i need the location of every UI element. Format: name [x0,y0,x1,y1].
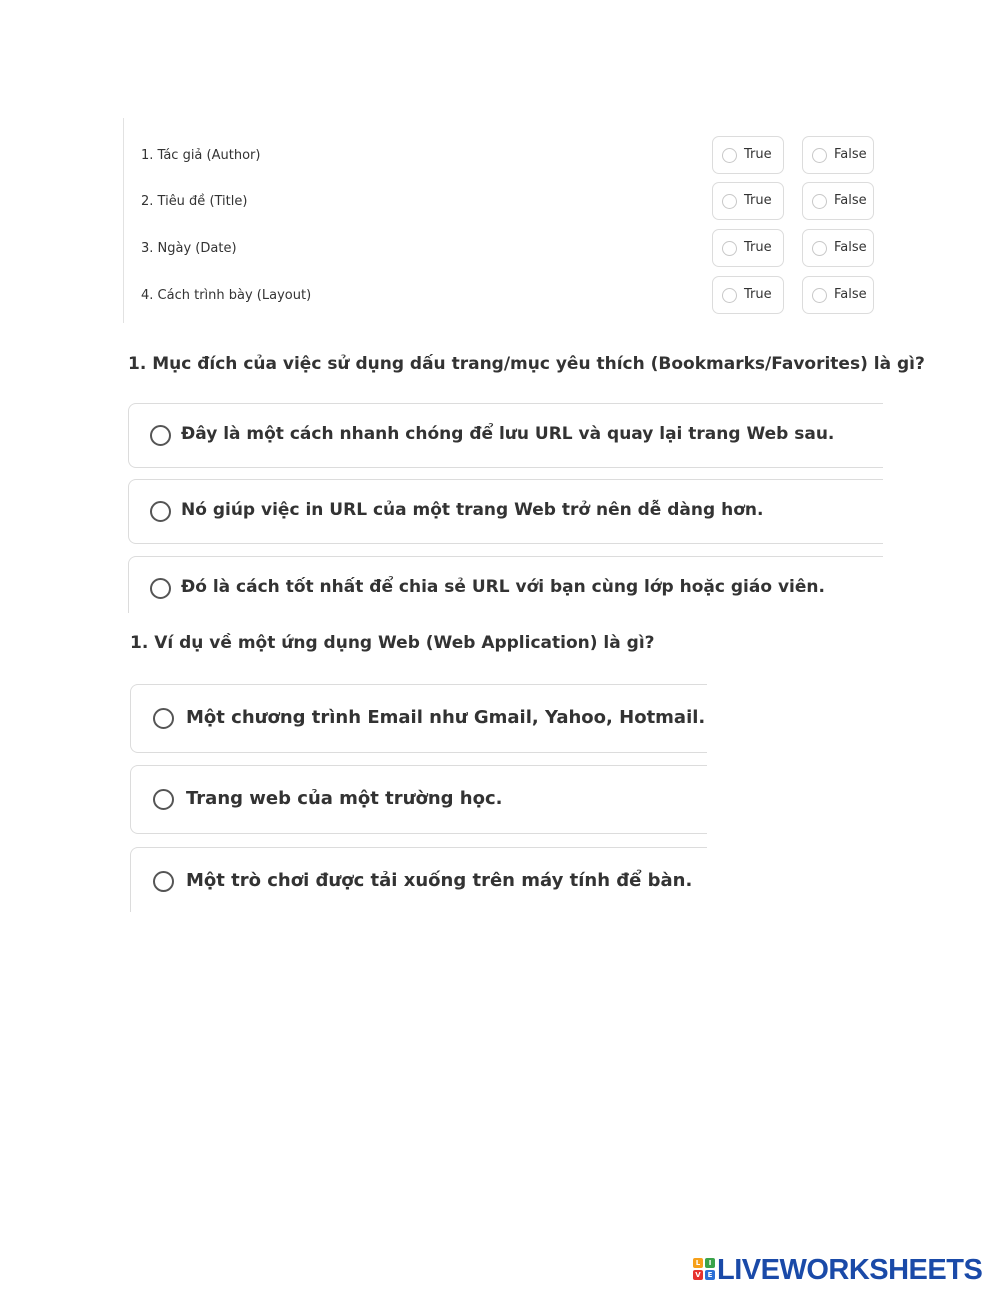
true-option[interactable] [712,136,784,174]
false-label: False [834,193,867,208]
false-option[interactable] [802,182,874,220]
logo-mark-letter: V [693,1270,703,1280]
answer-text: Đó là cách tốt nhất để chia sẻ URL với bạn cùng lớp hoặc giáo viên. [181,577,825,597]
answer-text: Nó giúp việc in URL của một trang Web trở nên dễ dàng hơn. [181,500,764,520]
radio-circle-icon[interactable] [150,501,171,522]
answer-text: Trang web của một trường học. [186,788,503,809]
radio-circle-icon [812,194,827,209]
radio-circle-icon [722,148,737,163]
radio-circle-icon [812,241,827,256]
false-label: False [834,287,867,302]
answer-option[interactable] [130,765,707,834]
true-option[interactable] [712,182,784,220]
tf-row [124,182,884,222]
false-label: False [834,240,867,255]
radio-circle-icon [722,241,737,256]
tf-statement: 4. Cách trình bày (Layout) [141,288,312,303]
tf-row [124,229,884,269]
question-title: 1. Mục đích của việc sử dụng dấu trang/mục yêu thích (Bookmarks/Favorites) là gì? [128,354,925,374]
radio-circle-icon[interactable] [153,708,174,729]
true-option[interactable] [712,276,784,314]
radio-circle-icon [812,148,827,163]
false-option[interactable] [802,229,874,267]
radio-circle-icon[interactable] [153,871,174,892]
answer-option[interactable] [130,684,707,753]
radio-circle-icon [722,194,737,209]
radio-circle-icon[interactable] [153,789,174,810]
false-option[interactable] [802,136,874,174]
false-option[interactable] [802,276,874,314]
true-label: True [744,240,772,255]
answer-option[interactable] [128,403,883,468]
logo-text: LIVEWORKSHEETS [717,1254,983,1286]
true-option[interactable] [712,229,784,267]
true-label: True [744,193,772,208]
true-false-table [123,118,884,323]
answer-option[interactable] [130,847,707,912]
tf-statement: 3. Ngày (Date) [141,241,237,256]
radio-circle-icon [812,288,827,303]
answer-text: Một chương trình Email như Gmail, Yahoo, Hotmail. [186,707,706,728]
tf-row [124,136,884,176]
logo-mark-letter: L [693,1258,703,1268]
logo-mark-icon [693,1258,715,1280]
answer-option[interactable] [128,479,883,544]
true-label: True [744,147,772,162]
answer-text: Đây là một cách nhanh chóng để lưu URL và quay lại trang Web sau. [181,424,835,444]
true-label: True [744,287,772,302]
logo-mark-letter: I [705,1258,715,1268]
false-label: False [834,147,867,162]
answer-text: Một trò chơi được tải xuống trên máy tính để bàn. [186,870,693,891]
tf-statement: 2. Tiêu đề (Title) [141,194,248,209]
question-title: 1. Ví dụ về một ứng dụng Web (Web Application) là gì? [130,633,655,653]
tf-statement: 1. Tác giả (Author) [141,148,261,163]
radio-circle-icon[interactable] [150,578,171,599]
radio-circle-icon [722,288,737,303]
logo-mark-letter: E [705,1270,715,1280]
radio-circle-icon[interactable] [150,425,171,446]
tf-row [124,276,884,316]
answer-option[interactable] [128,556,883,613]
